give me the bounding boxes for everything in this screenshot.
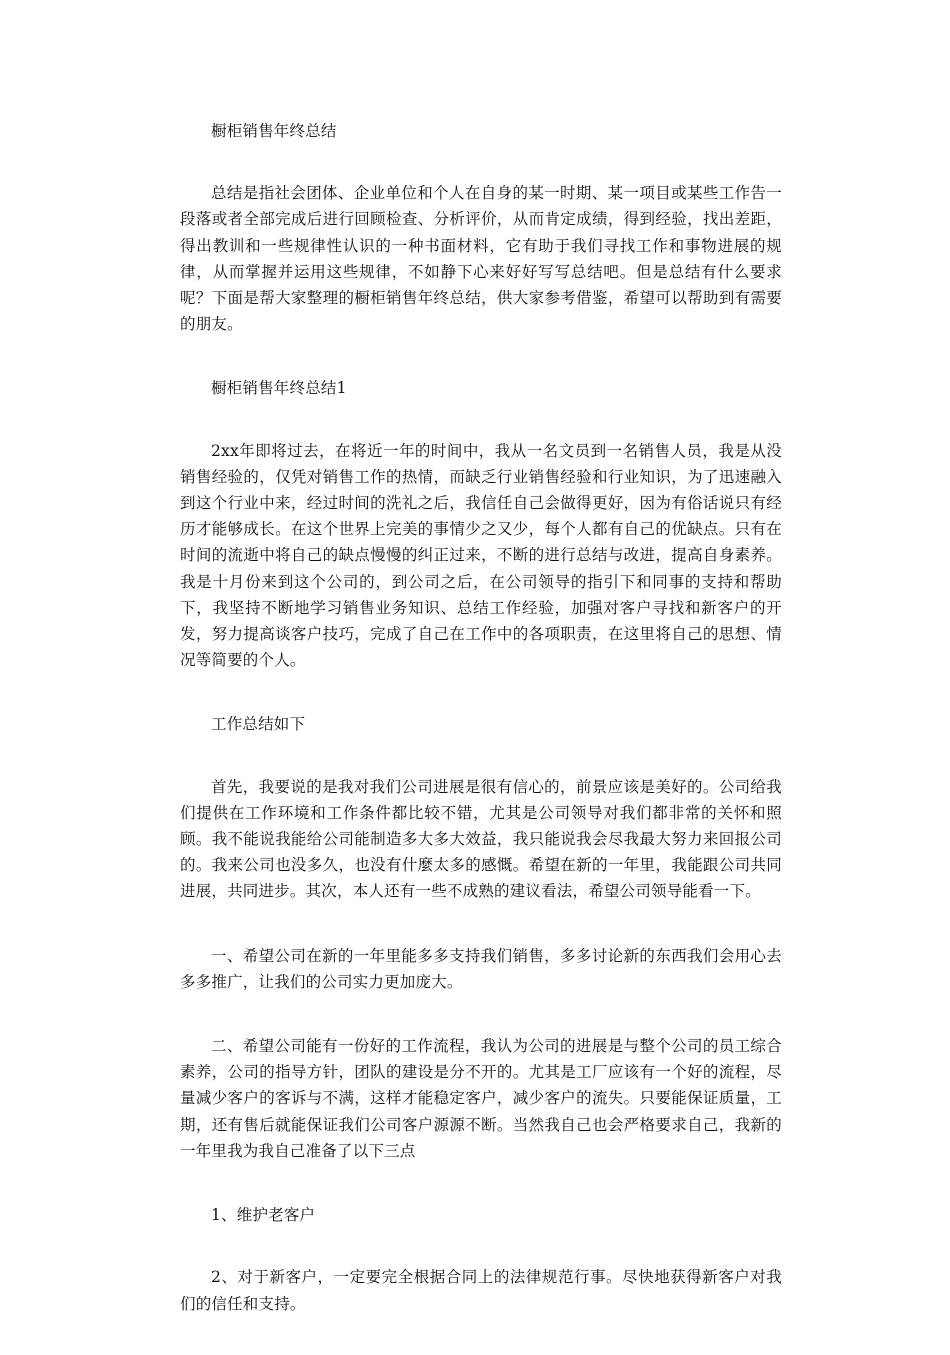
- body-paragraph-4: 一、希望公司在新的一年里能多多支持我们销售，多多讨论新的东西我们会用心去多多推广，让我们的公司实力更加庞大。: [180, 946, 782, 991]
- body-paragraph-6: 1、维护老客户: [211, 1206, 316, 1225]
- document-page: [180, 118, 782, 1355]
- body-paragraph-2: 工作总结如下: [211, 715, 306, 734]
- body-paragraph-1: 2xx年即将过去，在将近一年的时间中，我从一名文员到一名销售人员，我是从没销售经验的，仅凭对销售工作的热情，而缺乏行业销售经验和行业知识，为了迅速融入到这个行业中来，经过时间的洗礼之后，我信任自己会做得更好，因为有俗话说只有经历才能够成长。在这个世界上完美的事情少之又少，每个人都有自己的优缺点。只有在时间的流逝中将自己的缺点慢慢的纠正过来，不断的进行总结与改进，提高自身素养。我是十月份来到这个公司的，到公司之后，在公司领导的指引下和同事的支持和帮助下，我坚持不断地学习销售业务知识、总结工作经验，加强对客户寻找和新客户的开发，努力提高谈客户技巧，完成了自己在工作中的各项职责，在这里将自己的思想、情况等简要的个人。: [180, 441, 782, 670]
- document-title: 橱柜销售年终总结: [211, 122, 337, 140]
- section-title: 橱柜销售年终总结1: [211, 379, 347, 398]
- intro-paragraph: 总结是指社会团体、企业单位和个人在自身的某一时期、某一项目或某些工作告一段落或者全部完成后进行回顾检查、分析评价，从而肯定成绩，得到经验，找出差距，得出教训和一些规律性认识的一种书面材料，它有助于我们寻找工作和事物进展的规律，从而掌握并运用这些规律，不如静下心来好好写写总结吧。但是总结有什么要求呢？下面是帮大家整理的橱柜销售年终总结，供大家参考借鉴，希望可以帮助到有需要的朋友。: [180, 184, 782, 334]
- body-paragraph-7: 2、对于新客户，一定要完全根据合同上的法律规范行事。尽快地获得新客户对我们的信任和支持。: [180, 1268, 782, 1313]
- body-paragraph-3: 首先，我要说的是我对我们公司进展是很有信心的，前景应该是美好的。公司给我们提供在工作环境和工作条件都比较不错，尤其是公司领导对我们都非常的关怀和照顾。我不能说我能给公司能制造多大多大效益，我只能说我会尽我最大努力来回报公司的。我来公司也没多久，也没有什麼太多的感慨。希望在新的一年里，我能跟公司共同进展，共同进步。其次，本人还有一些不成熟的建议看法，希望公司领导能看一下。: [180, 777, 782, 901]
- body-paragraph-5: 二、希望公司能有一份好的工作流程，我认为公司的进展是与整个公司的员工综合素养，公司的指导方针，团队的建设是分不开的。尤其是工厂应该有一个好的流程，尽量减少客户的客诉与不满，这样才能稳定客户，减少客户的流失。只要能保证质量，工期，还有售后就能保证我们公司客户源源不断。当然我自己也会严格要求自己，我新的一年里我为我自己准备了以下三点: [180, 1037, 782, 1160]
